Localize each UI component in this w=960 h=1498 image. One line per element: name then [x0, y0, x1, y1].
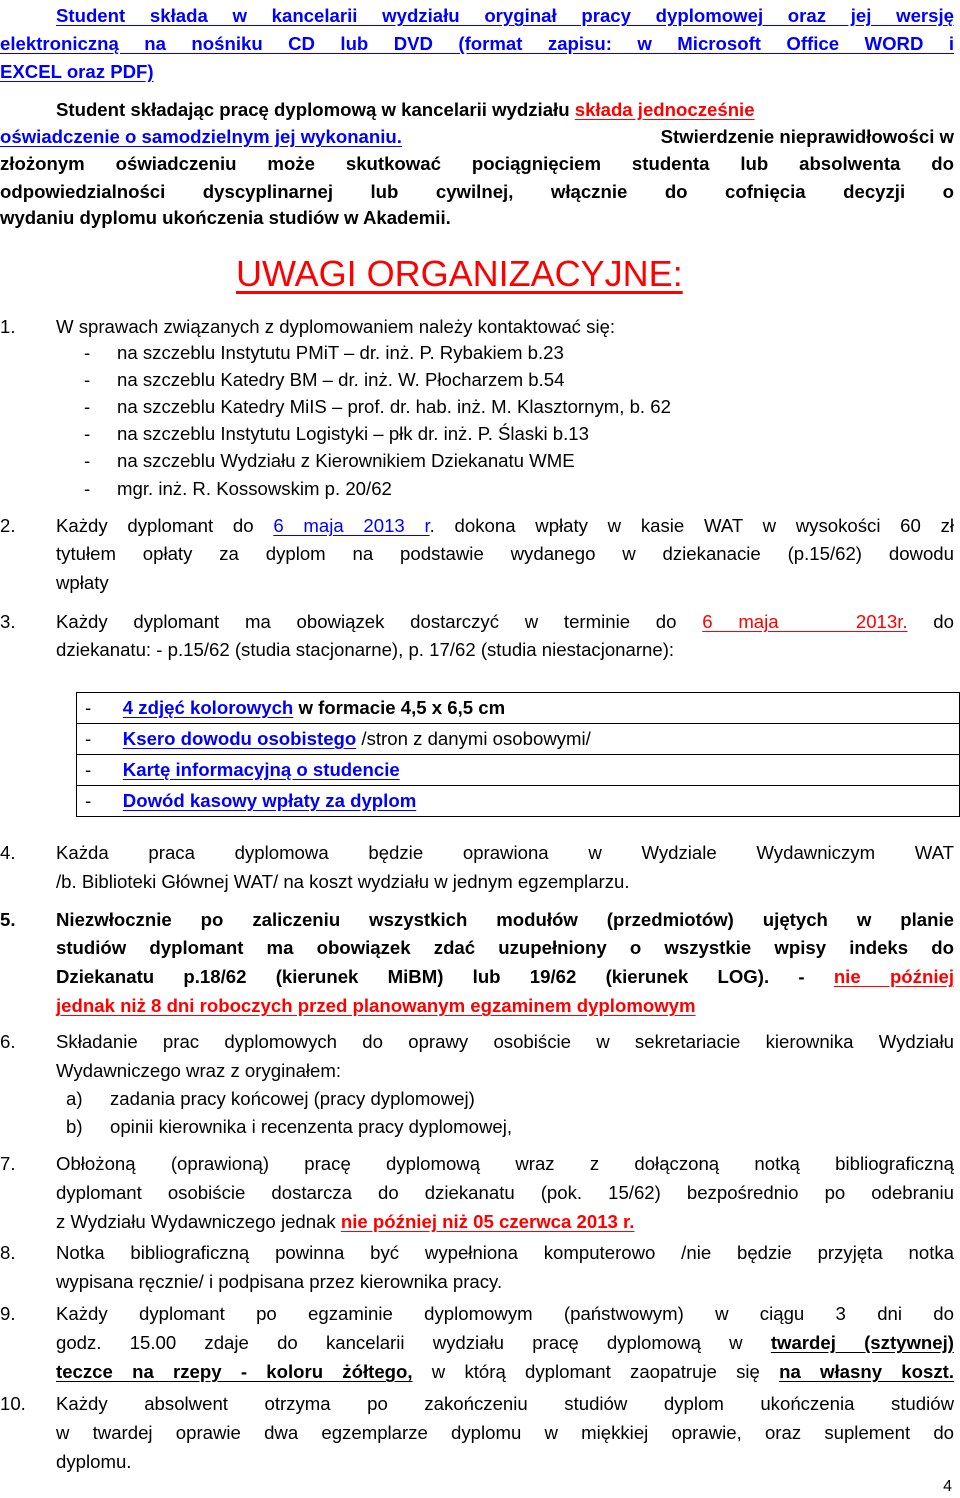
emphasis: twardej (sztywnej): [770, 1332, 954, 1353]
item-text: Każda praca dyplomowa będzie oprawiona w Wydziale Wydawniczym WAT: [56, 842, 954, 863]
intro-text: Student składając pracę dyplomową w kancelarii wydziału: [56, 99, 575, 120]
contact-text: na szczeblu Instytutu PMiT – dr. inż. P. Rybakiem b.23: [117, 342, 564, 363]
table-row: [77, 693, 960, 724]
table-row: [77, 755, 960, 786]
item-text: dziekanatu: - p.15/62 (studia stacjonarne), p. 17/62 (studia niestacjonarne):: [56, 639, 675, 660]
emphasis: teczce na rzepy - koloru żółtego,: [56, 1361, 413, 1382]
emphasis: na własny koszt.: [779, 1361, 954, 1382]
item-text: Każdy absolwent otrzyma po zakończeniu studiów dyplom ukończenia studiów: [56, 1393, 954, 1414]
item-text: /b. Biblioteki Głównej WAT/ na koszt wydziału w jednym egzemplarzu.: [56, 871, 630, 892]
item-text: Wydawniczego wraz z oryginałem:: [56, 1060, 342, 1081]
item-text: dyplomant osobiście dostarcza do dziekanatu (pok. 15/62) bezpośrednio po odebraniu: [56, 1182, 954, 1203]
dash: -: [84, 478, 91, 499]
item-number: 3.: [0, 611, 16, 632]
item-text: tytułem opłaty za dyplom na podstawie wydanego w dziekanacie (p.15/62) dowodu: [56, 543, 954, 564]
table-cell: Dowód kasowy wpłaty za dyplom: [119, 786, 960, 817]
item-number: 6.: [0, 1031, 16, 1052]
dash: -: [84, 396, 91, 417]
contact-text: na szczeblu Instytutu Logistyki – płk dr. inż. P. Ślaski b.13: [117, 423, 589, 444]
item-number: 9.: [0, 1303, 16, 1324]
dash: -: [84, 342, 91, 363]
item-text: Składanie prac dyplomowych do oprawy osobiście w sekretariacie kierownika Wydziału: [56, 1031, 954, 1052]
requirements-table: [76, 692, 960, 817]
sub-text: zadania pracy końcowej (pracy dyplomowej): [110, 1088, 475, 1109]
item-text: Każdy dyplomant do 6 maja 2013 r. dokona wpłaty w kasie WAT w wysokości 60 zł: [56, 515, 954, 536]
deadline: 6 maja 2013r.: [702, 611, 908, 632]
table-cell: -: [77, 755, 119, 786]
item-text: Każdy dyplomant po egzaminie dyplomowym (państwowym) w ciągu 3 dni do: [56, 1303, 954, 1324]
intro-line: złożonym oświadczeniu może skutkować pociągnięciem studenta lub absolwenta do: [0, 153, 954, 174]
table-row: [77, 786, 960, 817]
intro-highlight: oświadczenie o samodzielnym jej wykonaniu: [0, 126, 397, 147]
item-text: W sprawach związanych z dyplomowaniem należy kontaktować się:: [56, 316, 616, 337]
item-text: dyplomu.: [56, 1451, 132, 1472]
section-heading: UWAGI ORGANIZACYJNE:: [236, 253, 683, 294]
deadline: jednak niż 8 dni roboczych przed planowanym egzaminem dyplomowym: [56, 995, 696, 1016]
contact-text: na szczeblu Wydziału z Kierownikiem Dziekanatu WME: [117, 450, 575, 471]
table-cell: 4 zdjęć kolorowych w formacie 4,5 x 6,5 cm: [119, 693, 960, 724]
contact-text: na szczeblu Katedry BM – dr. inż. W. Płocharzem b.54: [117, 369, 565, 390]
item-number: 8.: [0, 1242, 16, 1263]
dash: -: [84, 369, 91, 390]
table-cell: -: [77, 693, 119, 724]
deadline: 6 maja 2013 r: [273, 515, 430, 536]
table-cell: -: [77, 786, 119, 817]
item-number: 4.: [0, 842, 16, 863]
intro-line: wydaniu dyplomu ukończenia studiów w Akademii.: [0, 207, 451, 228]
sub-text: opinii kierownika i recenzenta pracy dyplomowej,: [110, 1116, 513, 1137]
intro-period: .: [396, 126, 402, 147]
table-cell: Ksero dowodu osobistego /stron z danymi osobowymi/: [119, 724, 960, 755]
page-number: 4: [943, 1478, 952, 1495]
item-text: studiów dyplomant ma obowiązek zdać uzupełniony o wszystkie wpisy indeks do: [56, 937, 954, 958]
item-number: 10.: [0, 1393, 26, 1414]
item-number: 5.: [0, 909, 16, 930]
intro-line: [0, 125, 960, 149]
intro-line: odpowiedzialności dyscyplinarnej lub cywilnej, włącznie do cofnięcia decyzji o: [0, 181, 954, 202]
table-cell: -: [77, 724, 119, 755]
sub-label: b): [66, 1116, 83, 1137]
item-number: 1.: [0, 316, 16, 337]
intro-highlight: składa jednocześnie: [574, 99, 755, 120]
deadline: nie później: [833, 966, 954, 987]
item-text: wpłaty: [56, 572, 109, 593]
item-text: z Wydziału Wydawniczego jednak nie później niż 05 czerwca 2013 r.: [56, 1211, 635, 1232]
intro-line: Student składa w kancelarii wydziału oryginał pracy dyplomowej oraz jej wersję: [56, 5, 954, 26]
intro-line: EXCEL oraz PDF): [0, 61, 154, 82]
item-number: 7.: [0, 1153, 16, 1174]
contact-text: na szczeblu Katedry MiIS – prof. dr. hab. inż. M. Klasztornym, b. 62: [117, 396, 671, 417]
deadline: nie później niż 05 czerwca 2013 r.: [340, 1211, 635, 1232]
table-row: [77, 724, 960, 755]
intro-line: [56, 98, 960, 122]
item-text: Każdy dyplomant ma obowiązek dostarczyć w terminie do 6 maja 2013r. do: [56, 611, 954, 632]
item-text: Notka bibliograficzną powinna być wypełniona komputerowo /nie będzie przyjęta notka: [56, 1242, 954, 1263]
item-number: 2.: [0, 515, 16, 536]
item-text: w twardej oprawie dwa egzemplarze dyplomu w miękkiej oprawie, oraz suplement do: [56, 1422, 954, 1443]
intro-text: Stwierdzenie nieprawidłowości w: [660, 126, 954, 147]
item-text: wypisana ręcznie/ i podpisana przez kierownika pracy.: [56, 1271, 503, 1292]
intro-line: elektroniczną na nośniku CD lub DVD (format zapisu: w Microsoft Office WORD i: [0, 33, 954, 54]
dash: -: [84, 450, 91, 471]
dash: -: [84, 423, 91, 444]
item-text: Niezwłocznie po zaliczeniu wszystkich modułów (przedmiotów) ujętych w planie: [56, 909, 954, 930]
table-cell: Kartę informacyjną o studencie: [119, 755, 960, 786]
sub-label: a): [66, 1088, 83, 1109]
contact-text: mgr. inż. R. Kossowskim p. 20/62: [117, 478, 392, 499]
item-text: Obłożoną (oprawioną) pracę dyplomową wraz z dołączoną notką bibliograficzną: [56, 1153, 954, 1174]
